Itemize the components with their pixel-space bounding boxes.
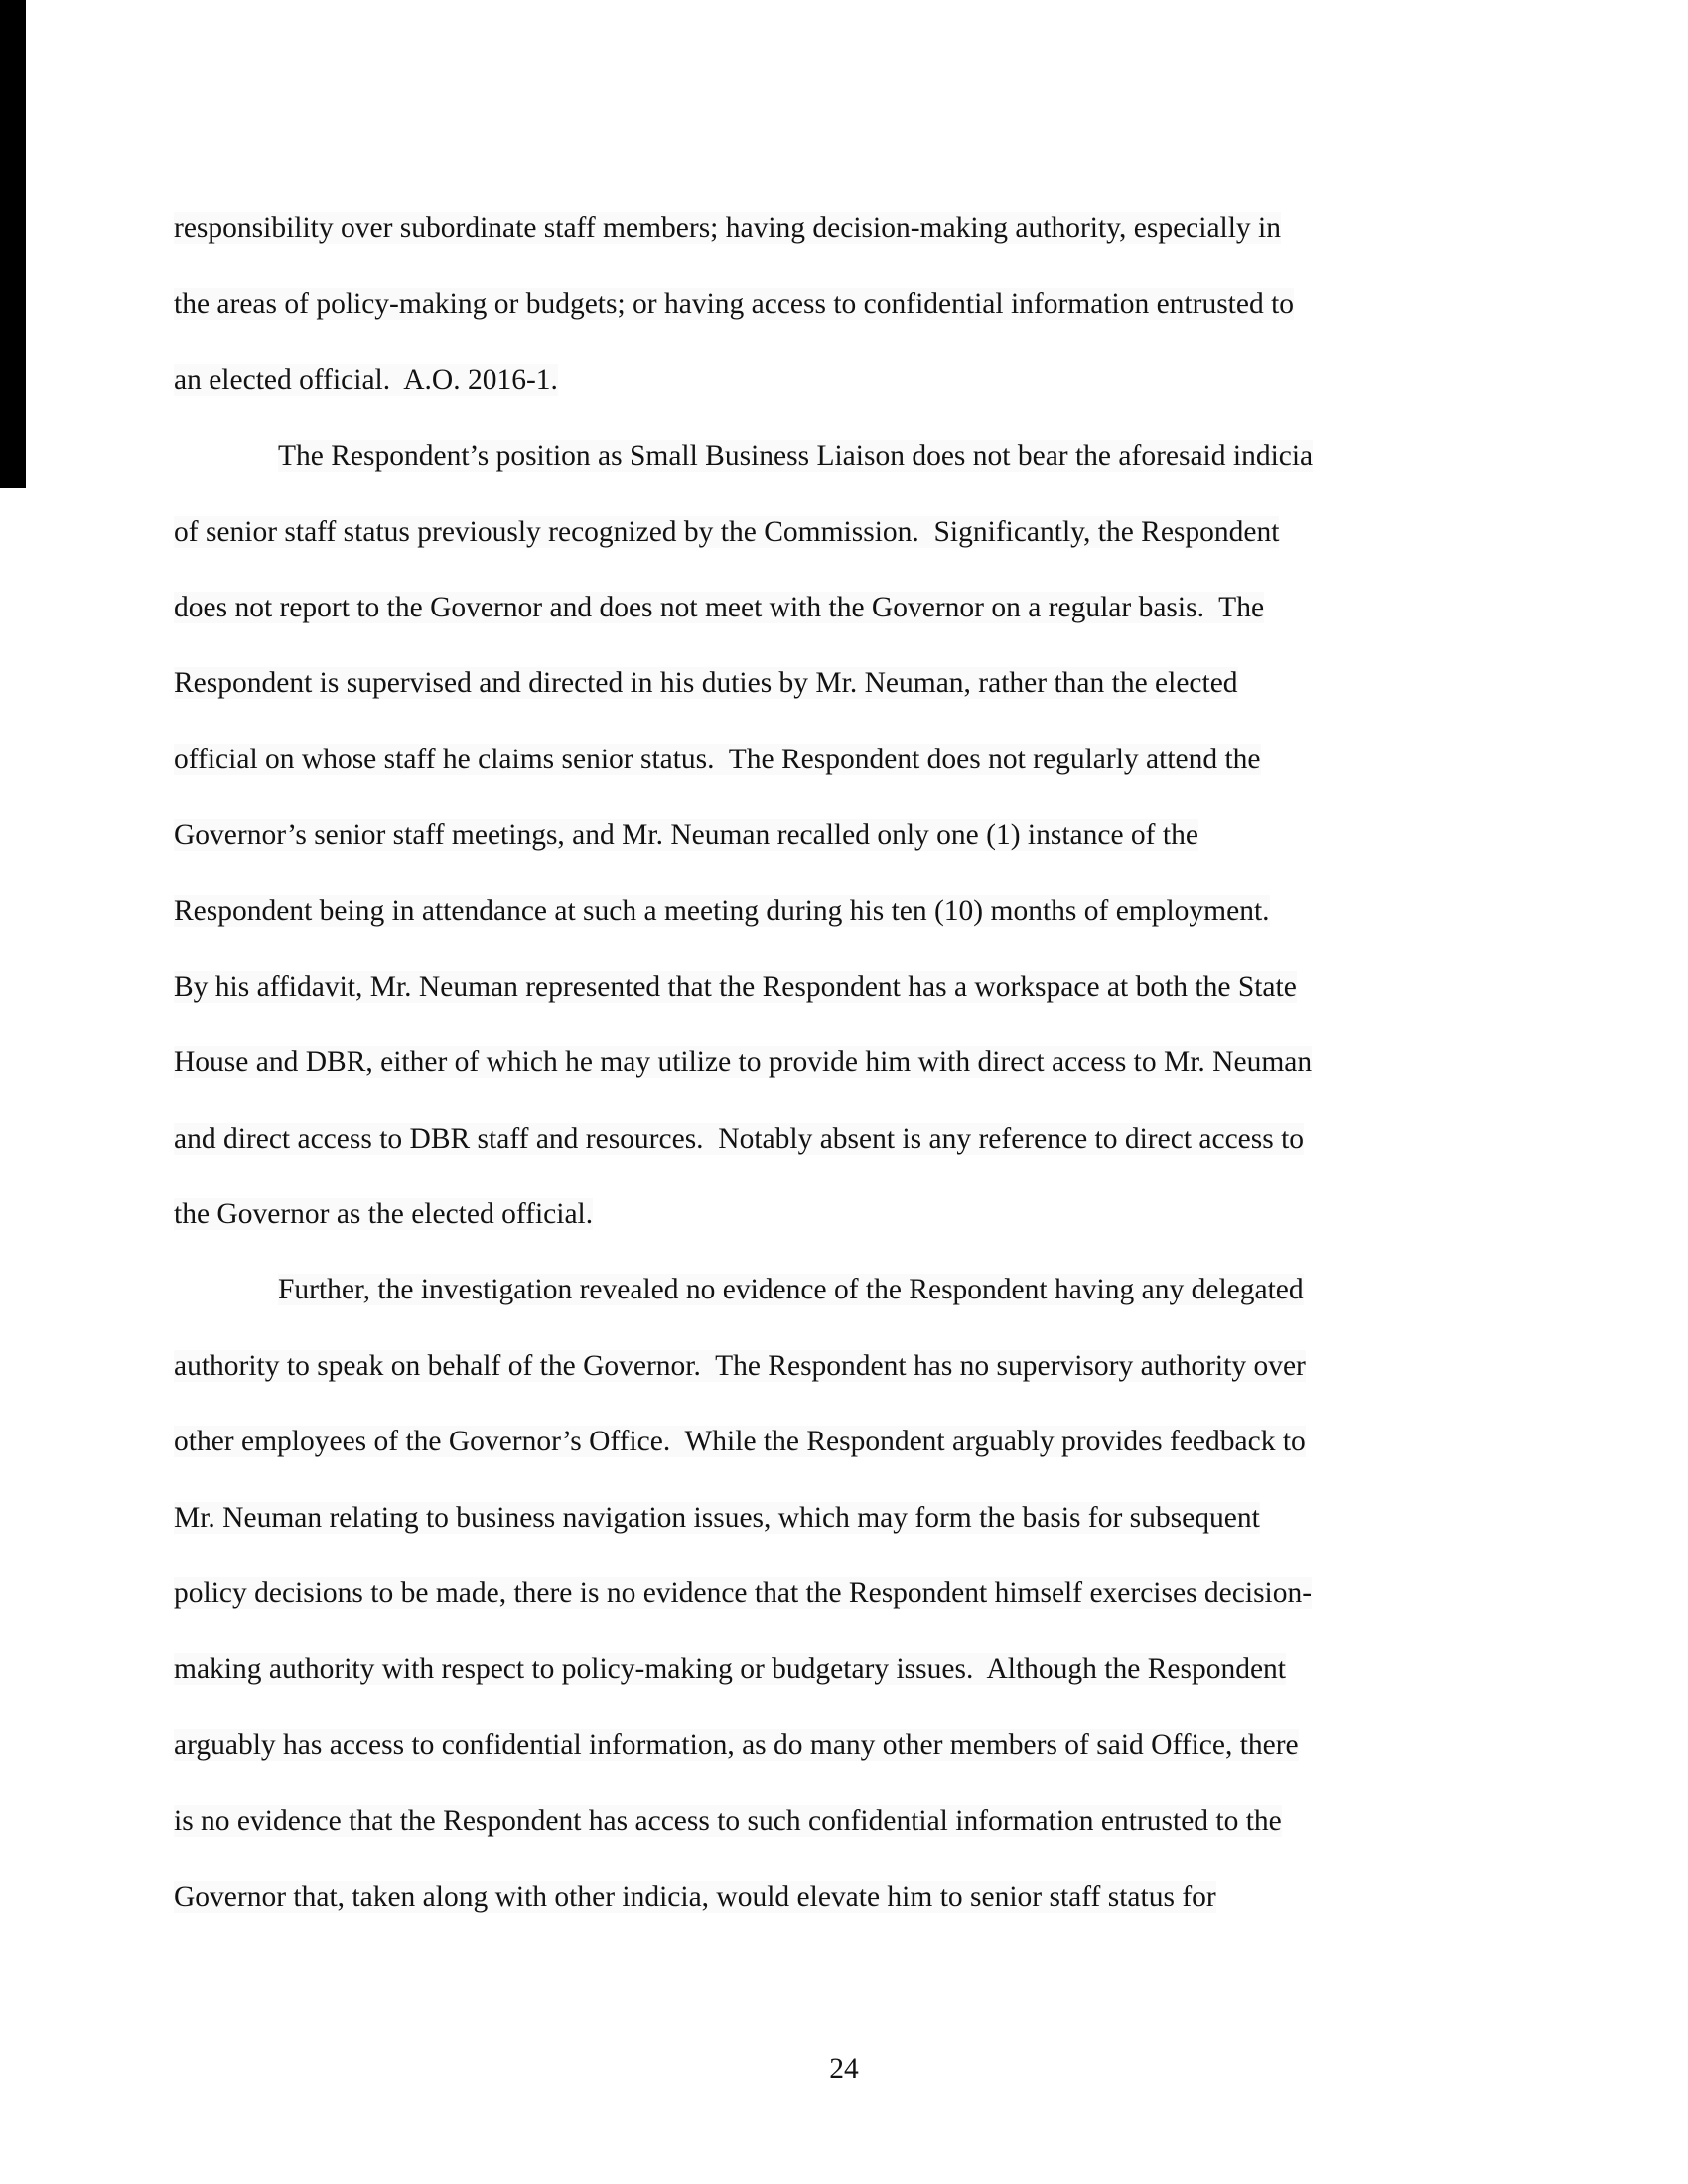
text-line bbox=[174, 1024, 1514, 1100]
text-line-content: policy decisions to be made, there is no evidence that the Respondent himself exercises decision- bbox=[174, 1577, 1313, 1610]
text-line bbox=[174, 874, 1514, 949]
text-line-content: responsibility over subordinate staff members; having decision-making authority, especially in bbox=[174, 212, 1282, 244]
text-line-content: Governor’s senior staff meetings, and Mr. Neuman recalled only one (1) instance of the bbox=[174, 819, 1198, 852]
text-line-content: of senior staff status previously recognized by the Commission. Significantly, the Respondent bbox=[174, 515, 1280, 548]
paragraph bbox=[174, 418, 1514, 1252]
text-line bbox=[174, 1252, 1514, 1327]
text-line-content: and direct access to DBR staff and resources. Notably absent is any reference to direct access to bbox=[174, 1122, 1305, 1155]
text-line bbox=[174, 266, 1514, 341]
text-line bbox=[174, 494, 1514, 570]
text-line bbox=[174, 342, 1514, 418]
text-line bbox=[174, 1707, 1514, 1783]
text-line bbox=[174, 1783, 1514, 1858]
text-line bbox=[174, 1480, 1514, 1556]
text-line-content: the Governor as the elected official. bbox=[174, 1198, 594, 1231]
text-line-content: The Respondent’s position as Small Business Liaison does not bear the aforesaid indicia bbox=[278, 440, 1314, 473]
text-block bbox=[174, 191, 1514, 1935]
text-line bbox=[174, 1176, 1514, 1252]
text-line-content: Further, the investigation revealed no evidence of the Respondent having any delegated bbox=[278, 1274, 1304, 1306]
text-line-content: Respondent is supervised and directed in his duties by Mr. Neuman, rather than the elected bbox=[174, 667, 1238, 700]
page-number: 24 bbox=[829, 2053, 859, 2085]
text-line-content: arguably has access to confidential information, as do many other members of said Office, there bbox=[174, 1728, 1299, 1761]
text-line-content: By his affidavit, Mr. Neuman represented that the Respondent has a workspace at both the State bbox=[174, 970, 1297, 1003]
text-line-content: other employees of the Governor’s Office. While the Respondent arguably provides feedback to bbox=[174, 1426, 1306, 1458]
text-line bbox=[174, 1328, 1514, 1404]
text-line-content: Respondent being in attendance at such a meeting during his ten (10) months of employment. bbox=[174, 894, 1270, 927]
text-line-content: official on whose staff he claims senior status. The Respondent does not regularly attend the bbox=[174, 743, 1261, 775]
text-line bbox=[174, 722, 1514, 797]
text-line bbox=[174, 1859, 1514, 1935]
text-line bbox=[174, 1556, 1514, 1631]
text-line bbox=[174, 1631, 1514, 1706]
text-line bbox=[174, 1101, 1514, 1176]
text-line bbox=[174, 1404, 1514, 1479]
paragraph bbox=[174, 191, 1514, 418]
text-line bbox=[174, 645, 1514, 721]
text-line bbox=[174, 797, 1514, 873]
text-line-content: an elected official. A.O. 2016-1. bbox=[174, 363, 558, 396]
paragraph bbox=[174, 1252, 1514, 1935]
scan-artifact-bar bbox=[0, 0, 26, 488]
text-line bbox=[174, 949, 1514, 1024]
text-line bbox=[174, 418, 1514, 493]
text-line bbox=[174, 191, 1514, 266]
text-line-content: House and DBR, either of which he may utilize to provide him with direct access to Mr. Neuman bbox=[174, 1046, 1313, 1079]
text-line-content: Mr. Neuman relating to business navigation issues, which may form the basis for subsequent bbox=[174, 1501, 1260, 1534]
text-line-content: Governor that, taken along with other indicia, would elevate him to senior staff status for bbox=[174, 1880, 1216, 1913]
text-line-content: the areas of policy-making or budgets; or having access to confidential information entrusted to bbox=[174, 288, 1295, 321]
text-line-content: is no evidence that the Respondent has access to such confidential information entrusted to the bbox=[174, 1805, 1282, 1838]
text-line-content: authority to speak on behalf of the Governor. The Respondent has no supervisory authority over bbox=[174, 1349, 1306, 1382]
text-line-content: does not report to the Governor and does not meet with the Governor on a regular basis. The bbox=[174, 591, 1265, 623]
text-line-content: making authority with respect to policy-making or budgetary issues. Although the Respondent bbox=[174, 1653, 1286, 1686]
text-line bbox=[174, 570, 1514, 645]
